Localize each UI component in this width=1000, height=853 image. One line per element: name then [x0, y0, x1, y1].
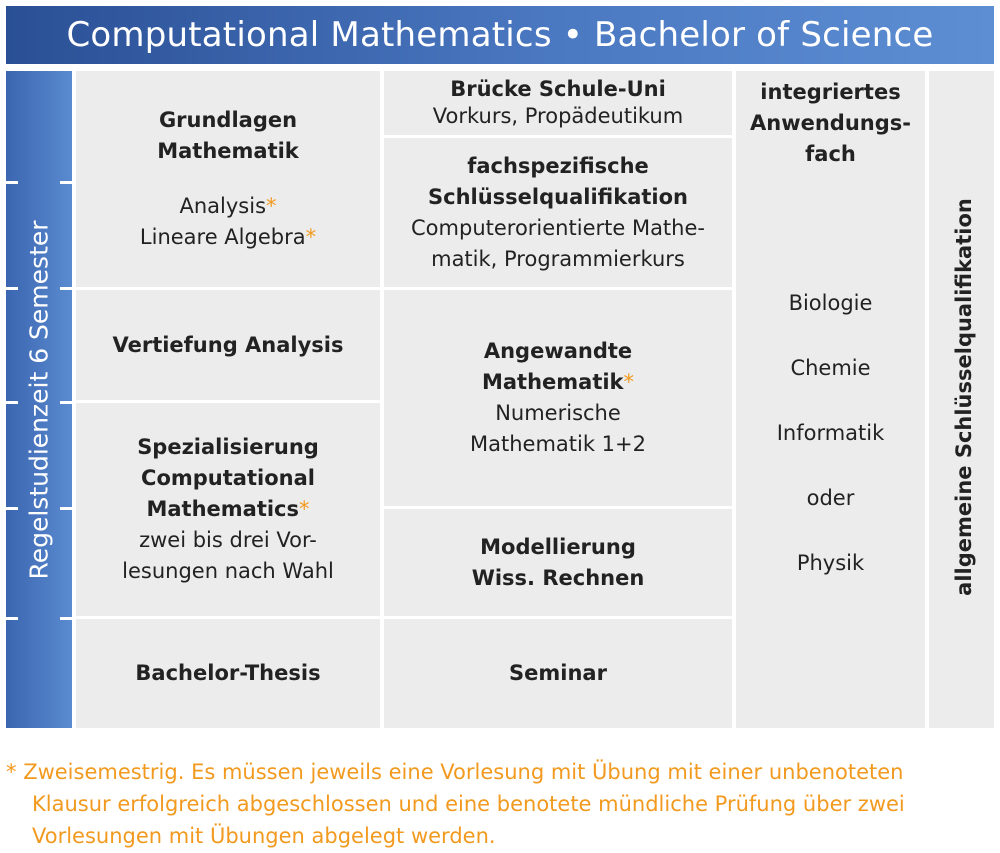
thesis-title: Bachelor-Thesis	[135, 661, 321, 685]
spezialisierung-title-line3: Mathematics	[146, 497, 300, 521]
spezialisierung-title-line2: Computational	[141, 466, 315, 490]
subject-item: oder	[806, 486, 855, 510]
subject-item: Physik	[796, 551, 865, 575]
cell-allgemeine	[929, 71, 994, 728]
semester-tick	[6, 287, 18, 290]
allgemeine-label: allgemeine Schlüsselqualifikation	[952, 198, 976, 596]
fachspezifisch-desc-line2: matik, Programmierkurs	[431, 246, 685, 271]
cell-vertiefung	[76, 290, 380, 400]
asterisk-marker: *	[623, 370, 635, 394]
cell-thesis	[76, 619, 380, 728]
angewandte-title-line1: Angewandte	[483, 339, 633, 363]
semester-tick	[6, 401, 18, 404]
grundlagen-title-line1: Grundlagen	[158, 108, 298, 132]
cell-spezialisierung	[76, 403, 380, 616]
cell-modellierung	[384, 509, 732, 616]
semester-tick	[60, 181, 72, 184]
footnote-line1: Zweisemestrig. Es müssen jeweils eine Vorlesung mit Übung mit einer unbenoteten	[23, 760, 904, 784]
subject-item: Chemie	[790, 356, 871, 380]
asterisk-marker: *	[266, 194, 277, 218]
fachspezifisch-title-line1: fachspezifische	[467, 153, 649, 178]
sidebar-label: Regelstudienzeit 6 Semester	[24, 220, 54, 580]
anwendungsfach-title-line3: fach	[805, 142, 856, 166]
semester-tick	[6, 181, 18, 184]
cell-seminar	[384, 619, 732, 728]
semester-tick	[60, 507, 72, 510]
page-title	[6, 6, 994, 64]
semester-tick	[60, 617, 72, 620]
modellierung-title-line1: Modellierung	[480, 534, 636, 559]
semester-tick	[6, 507, 18, 510]
fachspezifisch-desc-line1: Computerorientierte Mathe-	[411, 215, 705, 240]
cell-anwendungsfach	[736, 71, 925, 728]
vertiefung-title: Vertiefung Analysis	[112, 332, 344, 357]
anwendungsfach-title-line1: integriertes	[760, 80, 901, 104]
seminar-title: Seminar	[509, 661, 607, 685]
footnote	[6, 756, 996, 852]
cell-angewandte	[384, 290, 732, 506]
angewandte-desc-line1: Numerische	[495, 401, 621, 425]
header-title: Computational Mathematics • Bachelor of Science	[66, 15, 934, 55]
grundlagen-item1: Analysis	[179, 194, 267, 218]
angewandte-desc-line2: Mathematik 1+2	[470, 432, 646, 456]
spezialisierung-desc-line2: lesungen nach Wahl	[122, 559, 334, 583]
asterisk-marker: *	[305, 225, 317, 249]
asterisk-marker: *	[299, 497, 310, 521]
footnote-line3: Vorlesungen mit Übungen abgelegt werden.	[32, 824, 496, 848]
spezialisierung-title-line1: Spezialisierung	[137, 435, 319, 459]
footnote-marker: *	[6, 760, 17, 784]
cell-bruecke	[384, 71, 732, 135]
anwendungsfach-title-line2: Anwendungs-	[750, 111, 911, 135]
bruecke-title: Brücke Schule-Uni	[450, 77, 666, 101]
subject-item: Biologie	[788, 291, 873, 315]
angewandte-title-line2: Mathematik	[481, 370, 624, 394]
spezialisierung-desc-line1: zwei bis drei Vor-	[139, 528, 317, 552]
bruecke-desc: Vorkurs, Propädeutikum	[432, 104, 684, 128]
grundlagen-item2: Lineare Algebra	[139, 225, 306, 249]
semester-tick	[6, 617, 18, 620]
footnote-line2: Klausur erfolgreich abgeschlossen und eine benotete mündliche Prüfung über zwei	[32, 792, 905, 816]
subject-item: Informatik	[776, 421, 885, 445]
semester-tick	[60, 401, 72, 404]
fachspezifisch-title-line2: Schlüsselqualifikation	[428, 184, 688, 209]
cell-grundlagen	[76, 71, 380, 287]
semester-tick	[60, 287, 72, 290]
modellierung-title-line2: Wiss. Rechnen	[471, 565, 645, 590]
cell-fachspezifisch	[384, 138, 732, 287]
grundlagen-title-line2: Mathematik	[157, 139, 299, 163]
